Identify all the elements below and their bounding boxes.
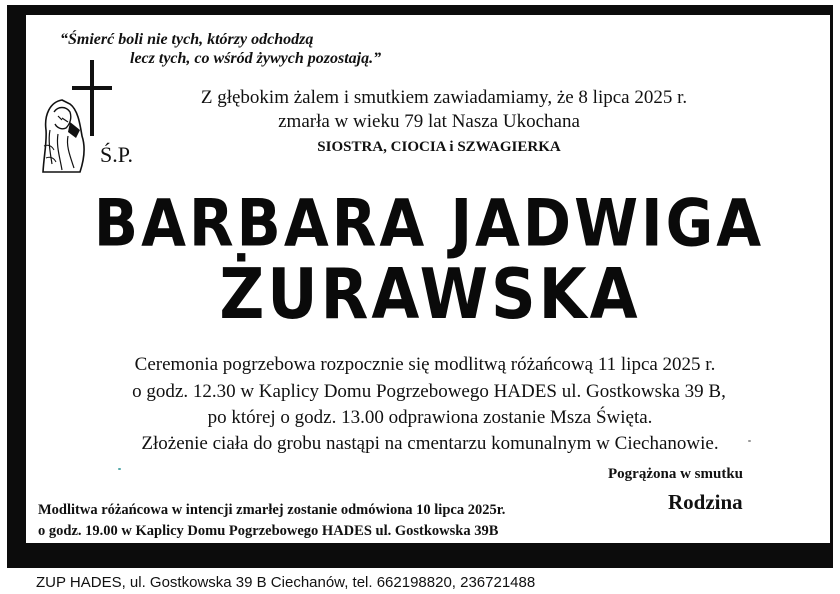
deceased-surname: ŻURAWSKA <box>219 253 641 335</box>
ceremony-line-4: Złożenie ciała do grobu nastąpi na cmentarzu komunalnym w Ciechanowie. <box>141 433 719 454</box>
sp-abbreviation: Ś.P. <box>100 142 134 167</box>
relation-line: SIOSTRA, CIOCIA i SZWAGIERKA <box>317 139 561 155</box>
ceremony-line-3: po której o godz. 13.00 odprawiona zostanie Msza Święta. <box>207 407 653 428</box>
mourners-heading: Pogrążona w smutku <box>608 466 744 482</box>
mourners-family: Rodzina <box>668 490 743 514</box>
rosary-line-2: o godz. 19.00 w Kaplicy Domu Pogrzebowego HADES ul. Gostkowska 39B <box>38 523 499 539</box>
announcement-line-1: Z głębokim żalem i smutkiem zawiadamiamy, że 8 lipca 2025 r. <box>200 87 688 108</box>
deceased-first-names: BARBARA JADWIGA <box>93 185 765 262</box>
funeral-home-footer: ZUP HADES, ul. Gostkowska 39 B Ciechanów, tel. 662198820, 236721488 <box>36 574 536 591</box>
quote-line-2: lecz tych, co wśród żywych pozostają.” <box>130 50 382 67</box>
announcement-line-2: zmarła w wieku 79 lat Nasza Ukochana <box>278 111 580 132</box>
ceremony-line-1: Ceremonia pogrzebowa rozpocznie się modlitwą różańcową 11 lipca 2025 r. <box>134 354 716 375</box>
scan-speck <box>748 440 751 442</box>
quote-line-1: “Śmierć boli nie tych, którzy odchodzą <box>60 31 314 48</box>
ceremony-line-2: o godz. 12.30 w Kaplicy Domu Pogrzebowego HADES ul. Gostkowska 39 B, <box>132 381 726 402</box>
rosary-line-1: Modlitwa różańcowa w intencji zmarłej zostanie odmówiona 10 lipca 2025r. <box>38 502 506 518</box>
scan-speck <box>118 468 121 470</box>
